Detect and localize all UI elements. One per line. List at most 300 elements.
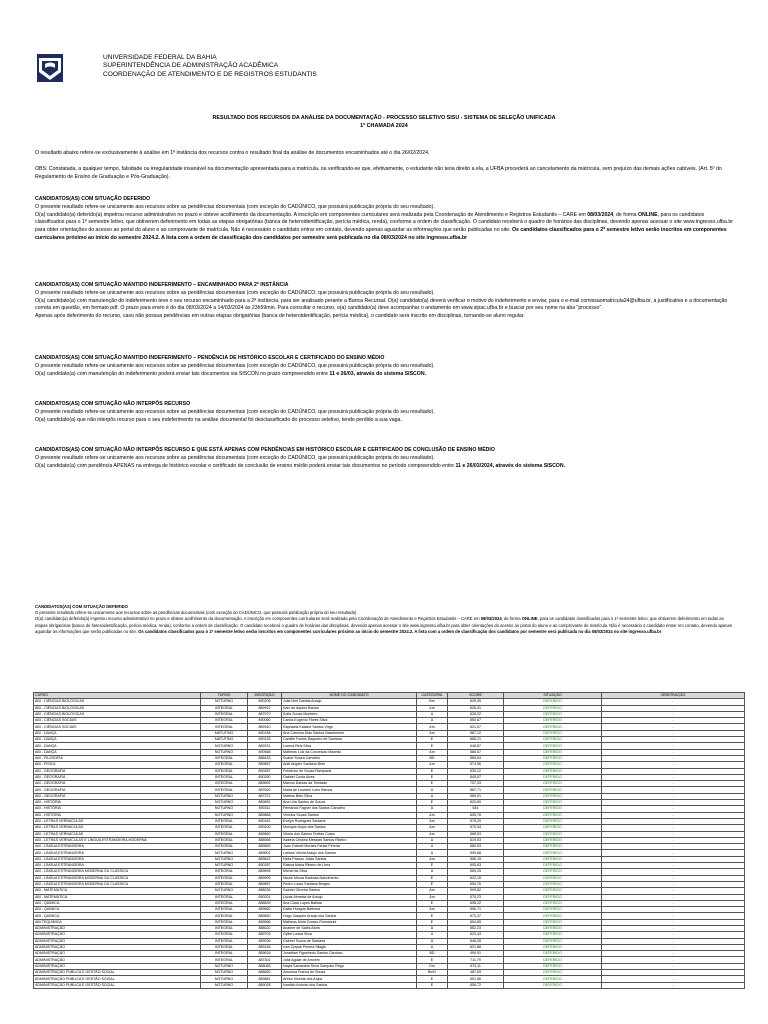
candidate-name-cell: Pedro Lucas Santana Borges — [282, 881, 417, 887]
category-cell: E — [417, 919, 448, 925]
course-cell: ADMINISTRAÇÃO — [34, 944, 201, 950]
score-cell: 711,79 — [448, 957, 504, 963]
shift-cell: NOTURNO — [201, 982, 248, 988]
column-header-course: CURSO — [34, 693, 201, 699]
shift-cell: INTEGRAL — [201, 869, 248, 875]
course-cell: ABI - GEOGRAFIA — [34, 768, 201, 774]
status-cell: DEFERIDO — [504, 800, 602, 806]
section-deferido — [35, 196, 735, 243]
category-cell: E — [417, 768, 448, 774]
score-cell: 575,29 — [448, 818, 504, 824]
category-cell: Am — [417, 730, 448, 736]
course-cell: ADMINISTRAÇÃO PÚBLICA E GESTÃO SOCIAL — [34, 976, 201, 982]
title-line-2: 1ª CHAMADA 2024 — [360, 122, 408, 129]
observation-cell: - — [602, 818, 745, 824]
registration-cell: 889905 — [248, 875, 282, 881]
course-cell: ABI - LÍNGUA ESTRANGEIRA — [34, 844, 201, 850]
section-text: O presente resultado refere-se unicamente aos recursos sobre as pendências documentais (com exceção do CADÚNICO, que possuirá publicação própria do seu resultado). — [35, 454, 435, 461]
observation-cell: - — [602, 806, 745, 812]
category-cell: Am — [417, 825, 448, 831]
category-cell: Am — [417, 762, 448, 768]
candidate-name-cell: Azucena Franca de Souza — [282, 970, 417, 976]
course-cell: ADMINISTRAÇÃO — [34, 938, 201, 944]
shift-cell: INTEGRAL — [201, 900, 248, 906]
status-cell: DEFERIDO — [504, 793, 602, 799]
status-cell: DEFERIDO — [504, 818, 602, 824]
score-cell: 654,85 — [448, 919, 504, 925]
shift-cell: INTEGRAL — [201, 768, 248, 774]
title-line-1: RESULTADO DOS RECURSOS DA ANÁLISE DA DOCUMENTAÇÃO - PROCESSO SELETIVO SISU - SISTEMA DE SELEÇÃO UNIFICADA — [212, 115, 556, 121]
course-cell: ABI - FILOSOFIA — [34, 755, 201, 761]
status-cell: DEFERIDO — [504, 844, 602, 850]
candidate-name-cell: Ivanildo Antonio dos Santos — [282, 982, 417, 988]
registration-cell: 889310 — [248, 724, 282, 730]
category-cell: A — [417, 850, 448, 856]
status-cell: DEFERIDO — [504, 970, 602, 976]
candidate-name-cell: Sofia Souza Monteiro — [282, 711, 417, 717]
observation-cell: - — [602, 718, 745, 724]
registration-cell: 889695 — [248, 869, 282, 875]
course-cell: ABI - GEOGRAFIA — [34, 793, 201, 799]
observation-cell: - — [602, 800, 745, 806]
score-cell: 574,96 — [448, 762, 504, 768]
observation-cell: - — [602, 755, 745, 761]
section-text: O presente resultado refere-se unicamente aos recursos sobre as pendências documentais (com exceção do CADÚNICO, que possuirá publicação própria do seu resultado). — [35, 289, 435, 296]
status-cell: DEFERIDO — [504, 743, 602, 749]
section-heading: CANDIDATOS(AS) COM SITUAÇÃO DEFERIDO — [35, 196, 151, 202]
obs-paragraph: OBS: Constatada, a qualquer tempo, falsidade ou irregularidade insanável na documentação apresentada para a matrícula, ou verificando-se que, efetivamente, o estudante não teria direito a ela, a UFBA procederá ao cancelamento da matrícula, sem prejuízo das demais ações cabíveis. (Art. 5º do Regulamento de Ensino de Graduação e Pós-Graduação). — [35, 166, 722, 180]
shift-cell: NOTURNO — [201, 812, 248, 818]
category-cell: Dm — [417, 963, 448, 969]
shift-cell: INTEGRAL — [201, 718, 248, 724]
registration-cell: 889642 — [248, 856, 282, 862]
section-mantido-2a-instancia — [35, 282, 735, 321]
course-cell: ADMINISTRAÇÃO — [34, 963, 201, 969]
shift-cell: NOTURNO — [201, 963, 248, 969]
shift-cell: INTEGRAL — [201, 925, 248, 931]
course-cell: ABI - GEOGRAFIA — [34, 781, 201, 787]
shift-cell: INTEGRAL — [201, 913, 248, 919]
observation-cell: - — [602, 724, 745, 730]
status-cell: DEFERIDO — [504, 749, 602, 755]
score-cell: 596,71 — [448, 907, 504, 913]
registration-cell: 889892 — [248, 781, 282, 787]
observation-cell: - — [602, 944, 745, 950]
candidate-name-cell: Gabriel Souza de Santana — [282, 938, 417, 944]
course-cell: ABI - DANÇA — [34, 730, 201, 736]
course-cell: ADMINISTRAÇÃO PÚBLICA E GESTÃO SOCIAL — [34, 970, 201, 976]
category-cell: E — [417, 913, 448, 919]
status-cell: DEFERIDO — [504, 762, 602, 768]
observation-cell: - — [602, 844, 745, 850]
registration-cell: 890311 — [248, 806, 282, 812]
course-cell: ADMINISTRAÇÃO PÚBLICA E GESTÃO SOCIAL — [34, 982, 201, 988]
observation-cell: - — [602, 730, 745, 736]
registration-cell: 889666 — [248, 919, 282, 925]
observation-cell: - — [602, 856, 745, 862]
registration-cell: 889703 — [248, 932, 282, 938]
shift-cell: NOTURNO — [201, 806, 248, 812]
score-cell: 599,82 — [448, 888, 504, 894]
status-cell: DEFERIDO — [504, 951, 602, 957]
section-text: O(a) candidato(a) que não interpôs recurso para o seu indeferimento na análise documental foi desclassificado do processo seletivo, tendo perdido a sua vaga. — [35, 416, 402, 423]
registration-cell: 889663 — [248, 844, 282, 850]
observation-cell: - — [602, 932, 745, 938]
observation-cell: - — [602, 957, 745, 963]
candidate-name-cell: Nelia Passos Julias Santos — [282, 856, 417, 862]
candidate-name-cell: Matheus Luiz da Conceicao Macedo — [282, 749, 417, 755]
score-cell: 586,57 — [448, 749, 504, 755]
section-text: O presente resultado refere-se unicamente aos recursos sobre as pendências documentais (com exceção do CADÚNICO, que possuirá publicação própria do seu resultado). — [35, 610, 358, 616]
section-heading: CANDIDATOS(AS) COM SITUAÇÃO MANTIDO INDEFERIMENTO – PENDÊNCIA DE HISTÓRICO ESCOLAR E CERTIFICADO DO ENSINO MÉDIO — [35, 355, 385, 361]
course-cell: ABI - CIÊNCIAS BIOLÓGICAS — [34, 711, 201, 717]
section-text: O(a) candidato(a) com manutenção do indeferimento teve o seu recurso encaminhado para a 2ª instância, para ser analisado perante a Banca Recursal. O(a) candidato(a) deverá verificar o motivo do indeferimento e enviar, para o e-mail comissaomatricula24@ufba.br, a justificativa e a documentação correta em questão, em formato pdf. O prazo para envio é do dia 08/03/2024 a 14/03/2024 às 23h59min. Para consultar o recurso, o(a) candidato(a) deve acompanhar o andamento em www.sipac.ufba.br e buscar por seu nome na aba "processo". — [35, 297, 728, 312]
registration-cell: 889662 — [248, 907, 282, 913]
candidate-name-cell: Analere de Sales Alves — [282, 925, 417, 931]
candidate-name-cell: Ariel Angelo Santana Brito — [282, 762, 417, 768]
candidate-name-cell: Evelyn Rodrigues Santana — [282, 818, 417, 824]
candidate-name-cell: Lorena Reis Silva — [282, 743, 417, 749]
score-cell: 589,25 — [448, 869, 504, 875]
shift-cell: INTEGRAL — [201, 938, 248, 944]
category-cell: E — [417, 781, 448, 787]
shift-cell: NOTURNO — [201, 800, 248, 806]
observation-cell: - — [602, 888, 745, 894]
candidate-name-cell: Raissa Maria Ribeiro de Lima — [282, 863, 417, 869]
observation-cell: - — [602, 762, 745, 768]
course-cell: ABI TEQUIMICA — [34, 919, 201, 925]
column-header-score: SCORE — [448, 693, 504, 699]
course-cell: ABI - QUÍMICA — [34, 900, 201, 906]
course-cell: ABI - QUÍMICA — [34, 907, 201, 913]
observation-cell: - — [602, 711, 745, 717]
observation-cell: - — [602, 825, 745, 831]
registration-cell: 889868 — [248, 812, 282, 818]
score-cell: 621,88 — [448, 944, 504, 950]
score-cell: 640,07 — [448, 774, 504, 780]
status-cell: DEFERIDO — [504, 976, 602, 982]
candidate-name-cell: Julia Aguiar de Amorim — [282, 957, 417, 963]
course-cell: ADMINISTRAÇÃO — [34, 925, 201, 931]
shift-cell: INTEGRAL — [201, 711, 248, 717]
shift-cell: INTEGRAL — [201, 951, 248, 957]
score-cell: 648,87 — [448, 743, 504, 749]
category-cell: E — [417, 957, 448, 963]
candidate-name-cell: Ana Clara Lopes Batista — [282, 900, 417, 906]
registration-cell: 889840 — [248, 831, 282, 837]
shift-cell: INTEGRAL — [201, 894, 248, 900]
category-cell: A — [417, 711, 448, 717]
score-cell: 666,21 — [448, 737, 504, 743]
observation-cell: - — [602, 881, 745, 887]
status-cell: DEFERIDO — [504, 711, 602, 717]
candidate-name-cell: Gabriel Oliveira Santos — [282, 888, 417, 894]
category-cell: BD — [417, 755, 448, 761]
category-cell: A — [417, 844, 448, 850]
institution-header — [103, 54, 317, 79]
shift-cell: NOTURNO — [201, 749, 248, 755]
status-cell: DEFERIDO — [504, 919, 602, 925]
registration-cell: 890125 — [248, 737, 282, 743]
observation-cell: - — [602, 907, 745, 913]
observation-cell: - — [602, 781, 745, 787]
observation-cell: - — [602, 850, 745, 856]
category-cell: Bm — [417, 699, 448, 705]
category-cell: E — [417, 900, 448, 906]
registration-cell: 889840 — [248, 913, 282, 919]
course-cell: ADMINISTRAÇÃO — [34, 951, 201, 957]
section-text: O presente resultado refere-se unicamente aos recursos sobre as pendências documentais (com exceção do CADÚNICO, que possuirá publicação própria do seu resultado). — [35, 408, 435, 415]
observation-cell: - — [602, 737, 745, 743]
course-cell: ABI - LÍNGUA ESTRANGEIRA — [34, 850, 201, 856]
status-cell: DEFERIDO — [504, 869, 602, 875]
shift-cell: INTEGRAL — [201, 774, 248, 780]
course-cell: ABI - LÍNGUA ESTRANGEIRA — [34, 863, 201, 869]
shift-cell: NOTURNO — [201, 699, 248, 705]
status-cell: DEFERIDO — [504, 925, 602, 931]
registration-cell: 890287 — [248, 863, 282, 869]
registration-cell: 889028 — [248, 982, 282, 988]
column-header-candidate-name: NOME DO CANDIDATO — [282, 693, 417, 699]
category-cell: Am — [417, 705, 448, 711]
score-cell: 620,69 — [448, 800, 504, 806]
registration-cell: 890181 — [248, 818, 282, 824]
score-cell: 487,09 — [448, 970, 504, 976]
course-cell: ABI - LETRAS VERNÁCULAS — [34, 831, 201, 837]
score-cell: 626,41 — [448, 705, 504, 711]
observation-cell: - — [602, 705, 745, 711]
category-cell: A — [417, 837, 448, 843]
score-cell: 619,03 — [448, 837, 504, 843]
observation-cell: - — [602, 963, 745, 969]
observation-cell: - — [602, 837, 745, 843]
status-cell: DEFERIDO — [504, 938, 602, 944]
candidate-name-cell: Monique Anjos dos Santos — [282, 825, 417, 831]
score-cell: 622,15 — [448, 875, 504, 881]
status-cell: DEFERIDO — [504, 806, 602, 812]
observation-cell: - — [602, 913, 745, 919]
status-cell: DEFERIDO — [504, 863, 602, 869]
course-cell: ADMINISTRAÇÃO — [34, 957, 201, 963]
registration-cell: 890100 — [248, 825, 282, 831]
shift-cell: INTEGRAL — [201, 944, 248, 950]
shift-cell: INTEGRAL — [201, 932, 248, 938]
university-name: UNIVERSIDADE FEDERAL DA BAHIA — [103, 54, 217, 61]
observation-cell: - — [602, 774, 745, 780]
column-header-registration: INSCRIÇÃO — [248, 693, 282, 699]
section-text: O(a) candidato(a) deferido(a) impetrou recurso administrativo no prazo e obteve acolhimento da documentação. A inscrição em componentes curriculares será realizada pela Coordenação de Atendimento e Registros Estudantis – CARE em 08/03/2024, de forma ONLINE, para os candidatos classificados para o 1º semestre letivo, que obtiverem deferimento em todas as etapas obrigatórias (banca de heteroidentificação, perícia médica, renda), conforme a ordem de classificação. O candidato receberá o quadro de horários das disciplinas, devendo apenas acessar o site www.ingresso.ufba.br para obter orientações do acesso ao portal do aluno e ao comprovante de matrícula. Não é necessário o candidato entrar em contato, devendo apenas aguardar as informações que serão publicadas no site. Os candidatos classificados para o 2º semestre letivo serão inscritos em componentes curriculares próximo ao início do semestre 2024.2. A lista com a ordem de classificação dos candidatos por semestre será publicada no dia 08/03/2024 no site ingresso.ufba.br — [35, 616, 732, 634]
registration-cell: 887371 — [248, 793, 282, 799]
course-cell: ABI - CIÊNCIAS SOCIAIS — [34, 724, 201, 730]
category-cell: A — [417, 944, 448, 950]
registration-cell: 888820 — [248, 970, 282, 976]
status-cell: DEFERIDO — [504, 705, 602, 711]
score-cell: 630,12 — [448, 768, 504, 774]
category-cell: Am — [417, 724, 448, 730]
candidate-name-cell: Ana Carolina Dias Santos Nascimento — [282, 730, 417, 736]
shift-cell: NOTURNO — [201, 850, 248, 856]
course-cell: ABI - LÍNGUA ESTRANGEIRA MODERNA OU CLÁSSICA — [34, 869, 201, 875]
score-cell: 621,07 — [448, 724, 504, 730]
observation-cell: - — [602, 749, 745, 755]
status-cell: DEFERIDO — [504, 812, 602, 818]
category-cell: Am — [417, 831, 448, 837]
registration-cell: 889891 — [248, 800, 282, 806]
course-cell: ABI - LETRAS VERNÁCULAS E LÍNGUA ESTRANGEIRA MODERNA — [34, 837, 201, 843]
shift-cell: INTEGRAL — [201, 755, 248, 761]
status-cell: DEFERIDO — [504, 894, 602, 900]
status-cell: DEFERIDO — [504, 900, 602, 906]
registration-cell: 889601 — [248, 850, 282, 856]
course-cell: ABI - QUÍMICA — [34, 913, 201, 919]
observation-cell: - — [602, 699, 745, 705]
column-header-status: SITUAÇÃO — [504, 693, 602, 699]
shift-cell: NOTURNO — [201, 976, 248, 982]
category-cell: A — [417, 925, 448, 931]
observation-cell: - — [602, 831, 745, 837]
section-text: O presente resultado refere-se unicamente aos recursos sobre as pendências documentais (com exceção do CADÚNICO, que possuirá publicação própria do seu resultado). — [35, 362, 435, 369]
category-cell: A — [417, 718, 448, 724]
registration-cell: 888035 — [248, 888, 282, 894]
candidate-name-cell: Julia Neri Dantas Araujo — [282, 699, 417, 705]
table-preamble — [35, 604, 735, 635]
registration-cell: 887620 — [248, 787, 282, 793]
section-text: O(a) candidato(a) deferido(a) impetrou recurso administrativo no prazo e obteve acolhimento da documentação. A inscrição em componentes curriculares será realizada pela Coordenação de Atendimento e Registros Estudantis – CARE em 08/03/2024, de forma ONLINE, para os candidatos classificados para o 1º semestre letivo, que obtiverem deferimento em todas as etapas obrigatórias (banca de heteroidentificação, perícia médica, renda), conforme a ordem de classificação. O candidato receberá o quadro de horários das disciplinas, devendo apenas acessar o site www.ingresso.ufba.br para obter orientações do acesso ao portal do aluno e ao comprovante de matrícula. Não é necessário o candidato entrar em contato, devendo apenas aguardar as informações que serão publicadas no site. Os candidatos classificados para o 2º semestre letivo serão inscritos em componentes curriculares próximo ao início do semestre 2024.2. A lista com a ordem de classificação dos candidatos por semestre será publicada no dia 08/03/2024 no site ingresso.ufba.br — [35, 211, 733, 241]
score-cell: 644 — [448, 806, 504, 812]
category-cell: BD — [417, 951, 448, 957]
registration-cell: 888566 — [248, 837, 282, 843]
score-cell: 574,11 — [448, 963, 504, 969]
candidate-name-cell: Nicole Moura Barbosa Nascimento — [282, 875, 417, 881]
candidate-name-cell: Joao Gabriel Moraes Farias Pereira — [282, 844, 417, 850]
shift-cell: INTEGRAL — [201, 787, 248, 793]
registration-cell: 889231 — [248, 743, 282, 749]
status-cell: DEFERIDO — [504, 888, 602, 894]
score-cell: 654,76 — [448, 881, 504, 887]
observation-cell: - — [602, 982, 745, 988]
candidate-name-cell: Ivan Zyryab Pereira Silagik — [282, 944, 417, 950]
course-cell: ABI - LETRAS VERNÁCULAS — [34, 818, 201, 824]
category-cell: Am — [417, 888, 448, 894]
course-cell: ABI - LÍNGUA ESTRANGEIRA MODERNA OU CLÁSSICA — [34, 881, 201, 887]
shift-cell: NOTURNO — [201, 970, 248, 976]
status-cell: DEFERIDO — [504, 787, 602, 793]
category-cell: A — [417, 869, 448, 875]
course-cell: ABI - GEOGRAFIA — [34, 787, 201, 793]
observation-cell: - — [602, 768, 745, 774]
section-heading: CANDIDATOS(AS) COM SITUAÇÃO DEFERIDO — [35, 604, 128, 609]
shift-cell: MATUTINO — [201, 737, 248, 743]
candidate-name-cell: Hugo Joaquim Araujo dos Santos — [282, 913, 417, 919]
score-cell: 565,64 — [448, 755, 504, 761]
score-cell: 570,23 — [448, 894, 504, 900]
category-cell: Am — [417, 812, 448, 818]
intro-paragraph: O resultado abaixo refere-se exclusivamente à análise em 1ª instância dos recursos contra o resultado final da análise de documentos encaminhados até o dia 26/02/2024. — [35, 150, 430, 156]
candidate-name-cell: Larissa Vitoria Araujo dos Santos — [282, 850, 417, 856]
status-cell: DEFERIDO — [504, 875, 602, 881]
score-cell: 605,76 — [448, 812, 504, 818]
category-cell: E — [417, 774, 448, 780]
score-cell: 499,51 — [448, 951, 504, 957]
status-cell: DEFERIDO — [504, 907, 602, 913]
course-cell: ABI - DANÇA — [34, 749, 201, 755]
course-cell: ABI - HISTÓRIA — [34, 806, 201, 812]
category-cell: E — [417, 737, 448, 743]
course-cell: ABI - LÍNGUA ESTRANGEIRA MODERNA OU CLÁSSICA — [34, 875, 201, 881]
candidate-name-cell: Dalila Hungria Barbosa — [282, 907, 417, 913]
observation-cell: - — [602, 787, 745, 793]
category-cell: E — [417, 800, 448, 806]
shift-cell: NOTURNO — [201, 863, 248, 869]
results-table — [33, 692, 745, 989]
course-cell: ABI - DANÇA — [34, 743, 201, 749]
course-cell: ABI - LETRAS VERNÁCULAS — [34, 825, 201, 831]
course-cell: ABI - HISTÓRIA — [34, 812, 201, 818]
score-cell: 651,56 — [448, 976, 504, 982]
shift-cell: INTEGRAL — [201, 762, 248, 768]
coordination-name: COORDENAÇÃO DE ATENDIMENTO E DE REGISTROS ESTUDANTIS — [103, 70, 317, 78]
score-cell: 599,68 — [448, 850, 504, 856]
candidate-name-cell: Gabriel Costa Alves — [282, 774, 417, 780]
status-cell: DEFERIDO — [504, 774, 602, 780]
section-nao-interpos — [35, 401, 735, 424]
candidate-name-cell: Mateus Brito Silva — [282, 793, 417, 799]
score-cell: 587,12 — [448, 730, 504, 736]
department-name: SUPERINTENDÊNCIA DE ADMINISTRAÇÃO ACADÊMICA — [103, 62, 279, 70]
registration-cell: 887301 — [248, 957, 282, 963]
ufba-logo-icon — [37, 54, 63, 82]
candidate-name-cell: Kaio de Aquino Barros — [282, 705, 417, 711]
score-cell: 639,45 — [448, 699, 504, 705]
candidate-name-cell: Marcos Dantas da Trindade — [282, 781, 417, 787]
course-cell: ABI - GEOGRAFIA — [34, 774, 201, 780]
category-cell: E — [417, 875, 448, 881]
shift-cell: NOTURNO — [201, 888, 248, 894]
status-cell: DEFERIDO — [504, 724, 602, 730]
score-cell: 605,83 — [448, 863, 504, 869]
observation-cell: - — [602, 970, 745, 976]
observation-cell: - — [602, 900, 745, 906]
section-nao-interpos-historico — [35, 447, 735, 470]
category-cell: Am — [417, 907, 448, 913]
registration-cell: 888022 — [248, 925, 282, 931]
category-cell: Am — [417, 749, 448, 755]
registration-cell: 889026 — [248, 938, 282, 944]
registration-cell: 890250 — [248, 774, 282, 780]
status-cell: DEFERIDO — [504, 913, 602, 919]
observation-cell: - — [602, 869, 745, 875]
status-cell: DEFERIDO — [504, 737, 602, 743]
course-cell: ABI - MATEMÁTICA — [34, 888, 201, 894]
registration-cell: 890060 — [248, 718, 282, 724]
section-text: Apenas após deferimento do recurso, caso não possua pendências em outras etapas obrigatórias (banca de heteroidentificação, perícia médica), o candidato será inscrito em disciplinas, tornando-se aluno regular. — [35, 313, 525, 320]
score-cell: 650,67 — [448, 718, 504, 724]
section-heading: CANDIDATOS(AS) COM SITUAÇÃO NÃO INTERPÔS RECURSO E QUE ESTÁ APENAS COM PENDÊNCIAS EM HISTÓRICO ESCOLAR E CERTIFICADO DE CONCLUSÃO DE ENSINO MÉDIO — [35, 447, 495, 453]
score-cell: 652,23 — [448, 925, 504, 931]
registration-cell: 889857 — [248, 881, 282, 887]
candidate-name-cell: Vinicius Souza Santos — [282, 812, 417, 818]
registration-cell: 890188 — [248, 730, 282, 736]
category-cell: A — [417, 787, 448, 793]
score-cell: 556,15 — [448, 856, 504, 862]
score-cell: 646,28 — [448, 938, 504, 944]
candidate-name-cell: Suane Souza Carvalho — [282, 755, 417, 761]
observation-cell: - — [602, 743, 745, 749]
candidate-name-cell: Carlos Eugenio Flores Silva — [282, 718, 417, 724]
score-cell: 628,22 — [448, 711, 504, 717]
registration-cell: 889628 — [248, 951, 282, 957]
shift-cell: INTEGRAL — [201, 844, 248, 850]
